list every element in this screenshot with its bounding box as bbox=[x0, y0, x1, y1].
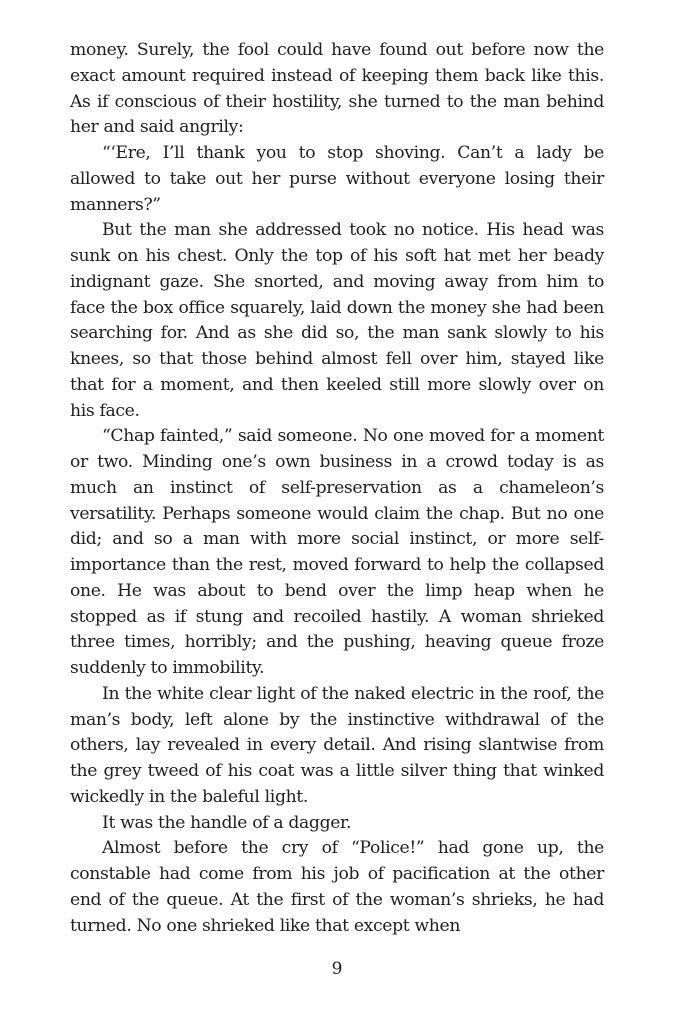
paragraph-5: In the white clear light of the naked electric in the roof, the man’s body, left alone by the instinctive withdrawal of the others, lay revealed in every detail. And rising slantwise from the grey tweed of his coat was a little silver thing that winked wickedly in the baleful light. bbox=[70, 683, 604, 807]
paragraph-7: Almost before the cry of “Police!” had gone up, the constable had come from his job of pacification at the other end of the queue. At the first of the woman’s shrieks, he had turned. No one shrieked like that except when bbox=[70, 838, 604, 936]
page-number: 9 bbox=[331, 959, 343, 979]
paragraph-6: It was the handle of a dagger. bbox=[102, 812, 352, 833]
paragraph-1: money. Surely, the fool could have found out before now the exact amount required instead of keeping them back like this. As if conscious of their hostility, she turned to the man behind her and said angrily: bbox=[70, 40, 604, 138]
paragraph-2: “‘Ere, I’ll thank you to stop shoving. Can’t a lady be allowed to take out her purse without everyone losing their manners?” bbox=[70, 143, 604, 215]
paragraph-3: But the man she addressed took no notice. His head was sunk on his chest. Only the top of his soft hat met her beady indignant gaze. She snorted, and moving away from him to face the box office squarely, laid down the money she had been searching for. And as she did so, the man sank slowly to his knees, so that those behind almost fell over him, stayed like that for a moment, and then keeled still more slowly over on his face. bbox=[70, 220, 604, 421]
page-body bbox=[70, 38, 604, 939]
paragraph-4: “Chap fainted,” said someone. No one moved for a moment or two. Minding one’s own business in a crowd today is as much an instinct of self-preservation as a chameleon’s versatility. Perhaps someone would claim the chap. But no one did; and so a man with more social instinct, or more self-importance than the rest, moved forward to help the collapsed one. He was about to bend over the limp heap when he stopped as if stung and recoiled hastily. A woman shrieked three times, horribly; and the pushing, heaving queue froze suddenly to immobility. bbox=[70, 426, 604, 678]
